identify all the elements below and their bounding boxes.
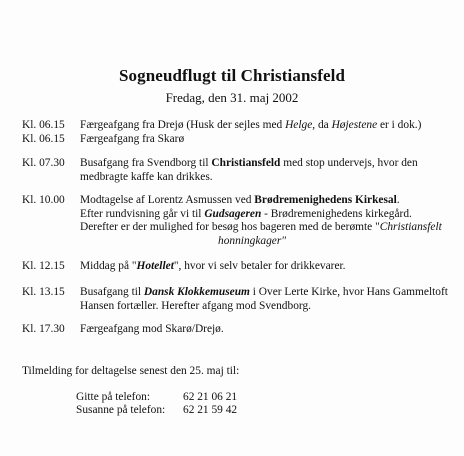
schedule-text-fragment: Christiansfeld [211,157,281,169]
schedule-description [80,286,464,313]
schedule-line [80,235,464,249]
schedule-text-fragment: , da [312,119,332,131]
schedule-description [80,260,464,274]
schedule-line [80,323,464,337]
schedule-text-fragment: Færgeafgang mod Skarø/Drejø. [80,323,224,335]
schedule-time: Kl. 06.15 [22,119,65,131]
schedule-text-fragment: Helge [285,119,313,131]
schedule-text-fragment: ", hvor vi selv betaler for drikkevarer. [173,260,346,272]
schedule-text-fragment: er i dok.) [377,119,422,131]
schedule-line [80,157,464,171]
schedule-line [80,221,464,235]
schedule-description [80,323,464,337]
schedule-line [80,260,464,274]
schedule-text-fragment: Hansen fortæller. Herefter afgang mod Svendborg. [80,299,312,312]
schedule-text-fragment: Højestene [331,119,378,131]
schedule-time: Kl. 13.15 [22,286,65,298]
schedule-line [80,119,464,133]
contact-phone: 62 21 06 21 [183,391,238,403]
schedule-text-fragment: Færgeafgang fra Skarø [80,133,185,145]
contact-phone: 62 21 59 42 [183,404,238,416]
schedule-text-fragment: i Over Lerte Kirke, hvor Hans Gammeltoft [249,286,448,298]
schedule-text-fragment: Busafgang til [80,286,144,298]
schedule-line [80,286,464,300]
schedule-text-fragment: honningkager" [218,234,287,247]
schedule-description [80,133,464,147]
schedule-text-fragment: Gudsageren [204,207,262,220]
schedule-time: Kl. 10.00 [22,194,65,206]
document-subtitle: Fredag, den 31. maj 2002 [165,90,299,105]
schedule-line [80,194,464,208]
schedule-text-fragment: . [396,194,400,206]
document-title: Sogneudflugt til Christiansfeld [118,66,346,85]
schedule-description [80,119,464,133]
schedule-text-fragment: Modtagelse af Lorentz Asmussen ved [80,194,255,206]
schedule-description [80,157,464,184]
schedule-text-fragment: - Brødremenighedens kirkegård. [261,207,412,220]
schedule-text-fragment: Brødremenighedens Kirkesal [254,194,397,206]
schedule-line [80,300,464,314]
schedule-text-fragment: Middag på " [80,260,137,272]
schedule-time: Kl. 06.15 [22,133,65,145]
schedule-text-fragment: med stop undervejs, hvor den [280,157,418,169]
schedule-text-fragment: Færgeafgang fra Drejø (Husk der sejles med [80,119,286,131]
schedule-time: Kl. 17.30 [22,323,65,335]
schedule-text-fragment: medbragte kaffe kan drikkes. [80,170,213,183]
schedule-time: Kl. 07.30 [22,157,65,169]
schedule-text-fragment: Christiansfelt [379,221,442,233]
schedule-text-fragment: Efter rundvisning går vi til [80,207,205,220]
schedule-text-fragment: Derefter er der mulighed for besøg hos bageren med de berømte " [80,221,380,233]
schedule-text-fragment: Hotellet [136,260,174,272]
schedule-line [80,133,464,147]
contact-name: Gitte på telefon: [76,391,151,403]
contact-name: Susanne på telefon: [76,404,166,416]
schedule-text-fragment: Dansk Klokkemuseum [143,286,250,298]
schedule-description [80,194,464,248]
schedule-line [80,208,464,222]
registration-note: Tilmelding for deltagelse senest den 25. maj til: [22,365,240,377]
schedule-line [80,171,464,185]
schedule-time: Kl. 12.15 [22,260,65,272]
schedule-text-fragment: Busafgang fra Svendborg til [80,157,212,169]
